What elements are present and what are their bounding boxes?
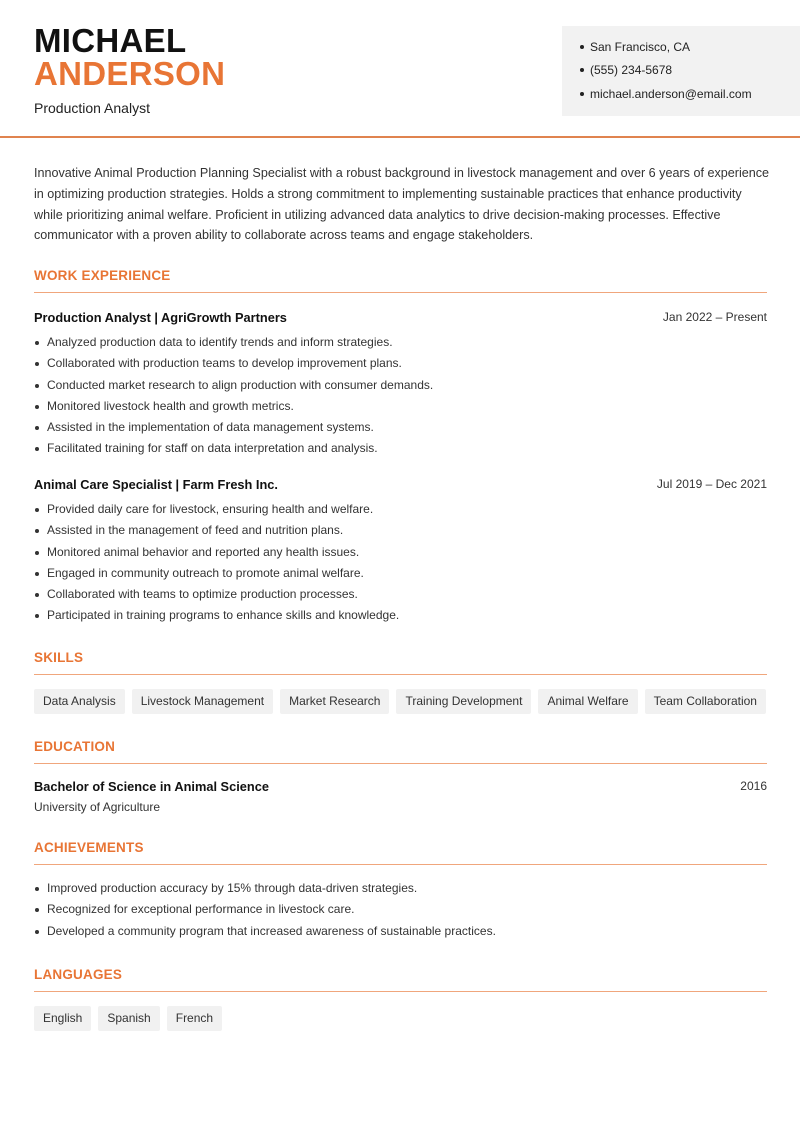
section-title-work: WORK EXPERIENCE xyxy=(34,268,767,293)
list-item: Collaborated with teams to optimize production processes. xyxy=(34,584,767,605)
contact-location: San Francisco, CA xyxy=(580,40,690,54)
list-item: Improved production accuracy by 15% through data-driven strategies. xyxy=(34,878,767,899)
degree: Bachelor of Science in Animal Science xyxy=(34,779,269,794)
list-item: Assisted in the implementation of data management systems. xyxy=(34,417,767,438)
resume-header xyxy=(0,0,800,138)
school-name: University of Agriculture xyxy=(34,800,161,814)
achievements-list xyxy=(34,878,767,942)
contact-phone: (555) 234-5678 xyxy=(580,63,672,77)
contact-box xyxy=(562,26,800,116)
skill-chip: Training Development xyxy=(396,689,531,714)
list-item: Conducted market research to align production with consumer demands. xyxy=(34,375,767,396)
contact-email[interactable]: michael.anderson@email.com xyxy=(580,87,752,101)
job-header xyxy=(34,310,767,325)
last-name: ANDERSON xyxy=(34,55,226,92)
education-header xyxy=(34,779,767,794)
section-title-languages: LANGUAGES xyxy=(34,967,767,992)
skill-chip: Market Research xyxy=(280,689,389,714)
skill-chip: Team Collaboration xyxy=(645,689,766,714)
job-role: Production Analyst | AgriGrowth Partners xyxy=(34,310,287,325)
list-item: Analyzed production data to identify trends and inform strategies. xyxy=(34,332,767,353)
list-item: Recognized for exceptional performance in livestock care. xyxy=(34,899,767,920)
job-bullets xyxy=(34,499,767,627)
job-dates: Jul 2019 – Dec 2021 xyxy=(656,477,767,491)
skill-chip: Animal Welfare xyxy=(538,689,637,714)
section-title-achievements: ACHIEVEMENTS xyxy=(34,840,767,865)
language-chip: Spanish xyxy=(98,1006,159,1031)
list-item: Provided daily care for livestock, ensuring health and welfare. xyxy=(34,499,767,520)
list-item: Assisted in the management of feed and nutrition plans. xyxy=(34,520,767,541)
languages-list xyxy=(34,1006,222,1031)
list-item: Participated in training programs to enhance skills and knowledge. xyxy=(34,605,767,626)
job-dates: Jan 2022 – Present xyxy=(662,310,767,324)
first-name: MICHAEL xyxy=(34,22,187,59)
professional-summary: Innovative Animal Production Planning Specialist with a robust background in livestock management and over 6 years of experience in optimizing production strategies. Holds a strong commitment to implementing sustainable practices that enhance productivity while prioritizing animal welfare. Proficient in utilizing advanced data analytics to drive decision-making processes. Effective communicator with a proven ability to collaborate across teams and engage stakeholders. xyxy=(34,166,770,243)
graduation-year: 2016 xyxy=(740,779,767,793)
language-chip: French xyxy=(167,1006,222,1031)
list-item: Engaged in community outreach to promote animal welfare. xyxy=(34,563,767,584)
skills-list xyxy=(34,689,766,714)
skill-chip: Livestock Management xyxy=(132,689,273,714)
job-role: Animal Care Specialist | Farm Fresh Inc. xyxy=(34,477,278,492)
job-title: Production Analyst xyxy=(34,100,150,116)
list-item: Developed a community program that increased awareness of sustainable practices. xyxy=(34,921,767,942)
skill-chip: Data Analysis xyxy=(34,689,125,714)
list-item: Monitored livestock health and growth metrics. xyxy=(34,396,767,417)
job-bullets xyxy=(34,332,767,460)
list-item: Collaborated with production teams to develop improvement plans. xyxy=(34,353,767,374)
section-title-education: EDUCATION xyxy=(34,739,767,764)
section-title-skills: SKILLS xyxy=(34,650,767,675)
job-header xyxy=(34,477,767,492)
list-item: Monitored animal behavior and reported any health issues. xyxy=(34,542,767,563)
language-chip: English xyxy=(34,1006,91,1031)
list-item: Facilitated training for staff on data interpretation and analysis. xyxy=(34,438,767,459)
